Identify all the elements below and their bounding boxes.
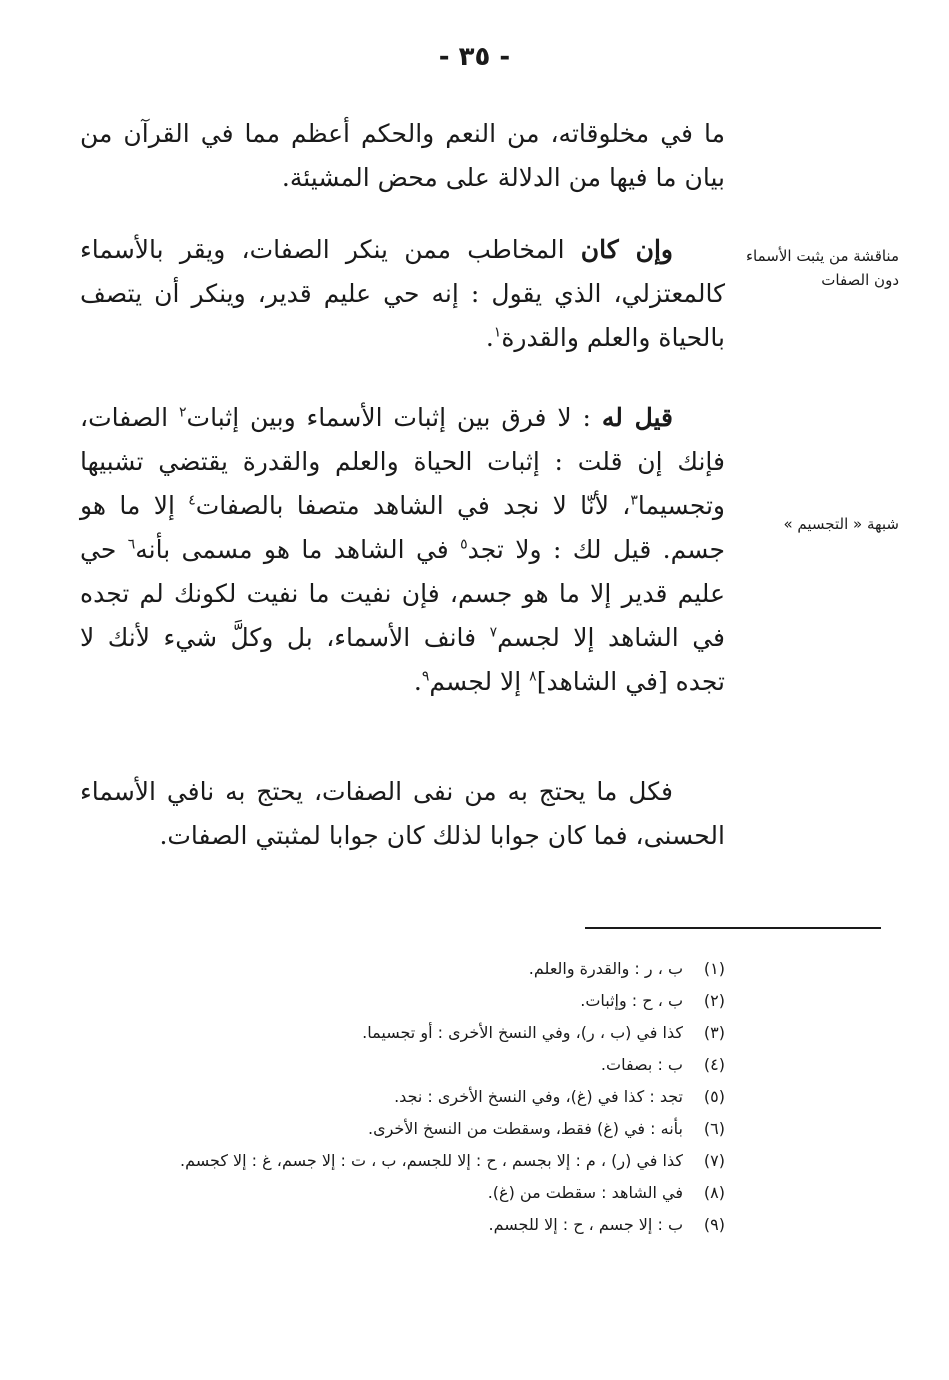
footnote-ref-2[interactable]: ٢	[179, 404, 187, 421]
footnote-item	[80, 1179, 725, 1207]
page-number: - ٣٥ -	[438, 42, 511, 72]
footnote-text: ب ، ر : والقدرة والعلم.	[528, 959, 683, 978]
footnote-ref-9[interactable]: ٩	[421, 668, 430, 685]
paragraph-3-segment: ، لأنّا لا نجد في الشاهد متصفا بالصفات	[195, 491, 631, 520]
footnote-text: ب : بصفات.	[600, 1055, 683, 1074]
footnote-text: كذا في (ر) ، م : إلا بجسم ، ح : إلا للجسم، ب ، ت : إلا جسم، غ : إلا كجسم.	[179, 1151, 683, 1170]
footnote-number: (٩)	[703, 1215, 725, 1234]
paragraph-3-segment: فانف الأسماء، بل وكلَّ شيء لأنك لا تجده [في الشاهد]	[80, 623, 725, 696]
footnote-number: (٤)	[703, 1055, 725, 1074]
footnote-item	[80, 1083, 725, 1111]
paragraph-3-segment: إلا لجسم	[429, 667, 530, 696]
paragraph-3-segment: حي عليم قدير إلا ما هو جسم، فإن نفيت ما نفيت لكونك لم تجده في الشاهد إلا لجسم	[80, 535, 725, 652]
footnote-text: في الشاهد : سقطت من (غ).	[487, 1183, 683, 1202]
footnote-text: تجد : كذا في (غ)، وفي النسخ الأخرى : نجد.	[394, 1087, 683, 1106]
paragraph-3	[80, 396, 725, 704]
paragraph-3-segment: إلا ما هو جسم. قيل لك : ولا تجد	[80, 491, 725, 564]
paragraph-3-lead: قيل له	[601, 403, 673, 432]
margin-note-names-without-attributes: مناقشة من يثبت الأسماء دون الصفات	[745, 247, 899, 289]
footnote-number: (٥)	[703, 1087, 725, 1106]
footnote-text: بأنه : في (غ) فقط، وسقطت من النسخ الأخرى.	[367, 1119, 683, 1138]
paragraph-3-segment: : لا فرق بين إثبات الأسماء وبين إثبات	[186, 403, 602, 432]
footnote-item	[80, 987, 725, 1015]
footnote-ref-4[interactable]: ٤	[188, 492, 196, 509]
footnote-number: (٨)	[703, 1183, 725, 1202]
footnote-text: ب : إلا جسم ، ح : إلا للجسم.	[488, 1215, 683, 1234]
footnote-text: ب ، ح : وإثبات.	[580, 991, 683, 1010]
footnotes-list	[80, 955, 725, 1243]
footnote-ref-5[interactable]: ٥	[460, 536, 468, 553]
paragraph-2-text: المخاطب ممن ينكر الصفات، ويقر بالأسماء كالمعتزلي، الذي يقول : إنه حي عليم قدير، وينكر أن يتصف بالحياة والعلم والقدرة	[80, 235, 725, 352]
paragraph-2	[80, 228, 725, 360]
paragraph-1: ما في مخلوقاته، من النعم والحكم أعظم مما في القرآن من بيان ما فيها من الدلالة على محض المشيئة.	[80, 119, 725, 192]
footnote-ref-3[interactable]: ٣	[630, 492, 638, 509]
paragraph-2-end: .	[485, 323, 494, 352]
footnote-number: (١)	[703, 959, 725, 978]
footnote-ref-7[interactable]: ٧	[489, 624, 498, 641]
footnote-ref-1[interactable]: ١	[493, 324, 502, 341]
footnote-ref-6[interactable]: ٦	[127, 536, 136, 553]
footnote-item	[80, 1211, 725, 1239]
footnote-item	[80, 1051, 725, 1079]
footnote-item	[80, 1019, 725, 1047]
footnote-text: كذا في (ب ، ر)، وفي النسخ الأخرى : أو تجسيما.	[362, 1023, 683, 1042]
paragraph-3-segment: الصفات، فإنك إن قلت : إثبات الحياة والعلم والقدرة يقتضي تشبيها وتجسيما	[80, 403, 725, 520]
footnote-number: (٦)	[703, 1119, 725, 1138]
footnote-number: (٧)	[703, 1151, 725, 1170]
footnote-item	[80, 1147, 725, 1175]
footnote-divider	[585, 927, 881, 929]
paragraph-2-lead: وإن كان	[580, 235, 673, 264]
footnote-item	[80, 955, 725, 983]
paragraph-4: فكل ما يحتج به من نفى الصفات، يحتج به نافي الأسماء الحسنى، فما كان جوابا لذلك كان جوابا لمثبتي الصفات.	[80, 777, 725, 850]
footnote-number: (٣)	[703, 1023, 725, 1042]
footnote-ref-8[interactable]: ٨	[529, 668, 537, 685]
paragraph-3-segment: .	[413, 667, 422, 696]
margin-note-anthropomorphism: شبهة « التجسيم »	[783, 515, 899, 533]
paragraph-3-segment: في الشاهد ما هو مسمى بأنه	[135, 535, 461, 564]
footnote-number: (٢)	[703, 991, 725, 1010]
footnote-item	[80, 1115, 725, 1143]
